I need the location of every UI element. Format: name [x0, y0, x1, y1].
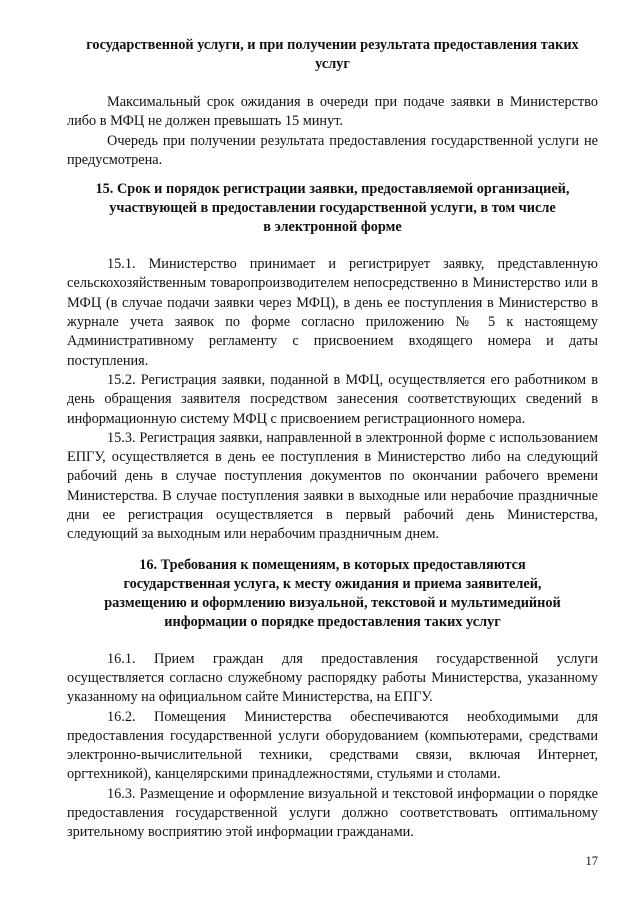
paragraph-15-3: 15.3. Регистрация заявки, направленной в электронной форме с использованием ЕПГУ, осуществляется в день ее поступления в Министерство либо на следующий рабочий день в случае поступления документов по окончании рабочего времени Министерства. В случае поступления заявки в выходные или нерабочие праздничные дни ее регистрация осуществляется в первый рабочий день Министерства, следующий за выходным или нерабочим праздничным днем.	[67, 429, 598, 543]
section-16-heading-line-1: 16. Требования к помещениям, в которых предоставляются	[139, 556, 526, 573]
paragraph-16-2: 16.2. Помещения Министерства обеспечиваются необходимыми для предоставления государственной услуги оборудованием (компьютерами, средствами электронно-вычислительной техники, средствами связи, включая Интернет, оргтехникой), канцелярскими принадлежностями, стульями и столами.	[67, 708, 598, 783]
section-15-heading	[67, 180, 598, 237]
section-16-heading-line-3: размещению и оформлению визуальной, текстовой и мультимедийной	[104, 594, 561, 611]
paragraph-15-1: 15.1. Министерство принимает и регистрирует заявку, представленную сельскохозяйственным товаропроизводителем непосредственно в Министерство или в МФЦ (в случае подачи заявки через МФЦ), в день ее поступления в Министерство в журнале учета заявок по форме согласно приложению № 5 к настоящему Административному регламенту с присвоением входящего номера и даты поступления.	[67, 256, 598, 369]
paragraph-15-2: 15.2. Регистрация заявки, поданной в МФЦ, осуществляется его работником в день обращения заявителя посредством занесения соответствующих сведений в информационную систему МФЦ с присвоением регистрационного номера.	[67, 371, 598, 427]
section-16-heading	[67, 556, 598, 632]
section-15-heading-line-3: в электронной форме	[263, 219, 402, 236]
paragraph-16-3: 16.3. Размещение и оформление визуальной и текстовой информации о порядке предоставления государственной услуги должно соответствовать оптимальному зрительному восприятию этой информации гражданами.	[67, 785, 598, 841]
continued-heading-line-2: услуг	[315, 56, 350, 72]
page-content	[67, 36, 598, 843]
section-15-heading-line-2: участвующей в предоставлении государственной услуги, в том числе	[109, 200, 556, 217]
intro-paragraph-2: Очередь при получении результата предоставления государственной услуги не предусмотрена.	[67, 132, 598, 168]
section-16-heading-line-4: информации о порядке предоставления таких услуг	[164, 613, 501, 630]
continued-heading-line-1: государственной услуги, и при получении результата предоставления таких	[86, 37, 579, 53]
section-15-heading-line-1: 15. Срок и порядок регистрации заявки, предоставляемой организацией,	[95, 181, 570, 198]
continued-heading	[67, 36, 598, 74]
intro-paragraph-1: Максимальный срок ожидания в очереди при подаче заявки в Министерство либо в МФЦ не должен превышать 15 минут.	[67, 94, 598, 130]
page-number: 17	[585, 854, 598, 868]
section-16-heading-line-2: государственная услуга, к месту ожидания и приема заявителей,	[123, 575, 542, 592]
paragraph-16-1: 16.1. Прием граждан для предоставления государственной услуги осуществляется согласно служебному распорядку работы Министерства, указанному указанному на официальном сайте Министерства, на ЕПГУ.	[67, 650, 598, 706]
